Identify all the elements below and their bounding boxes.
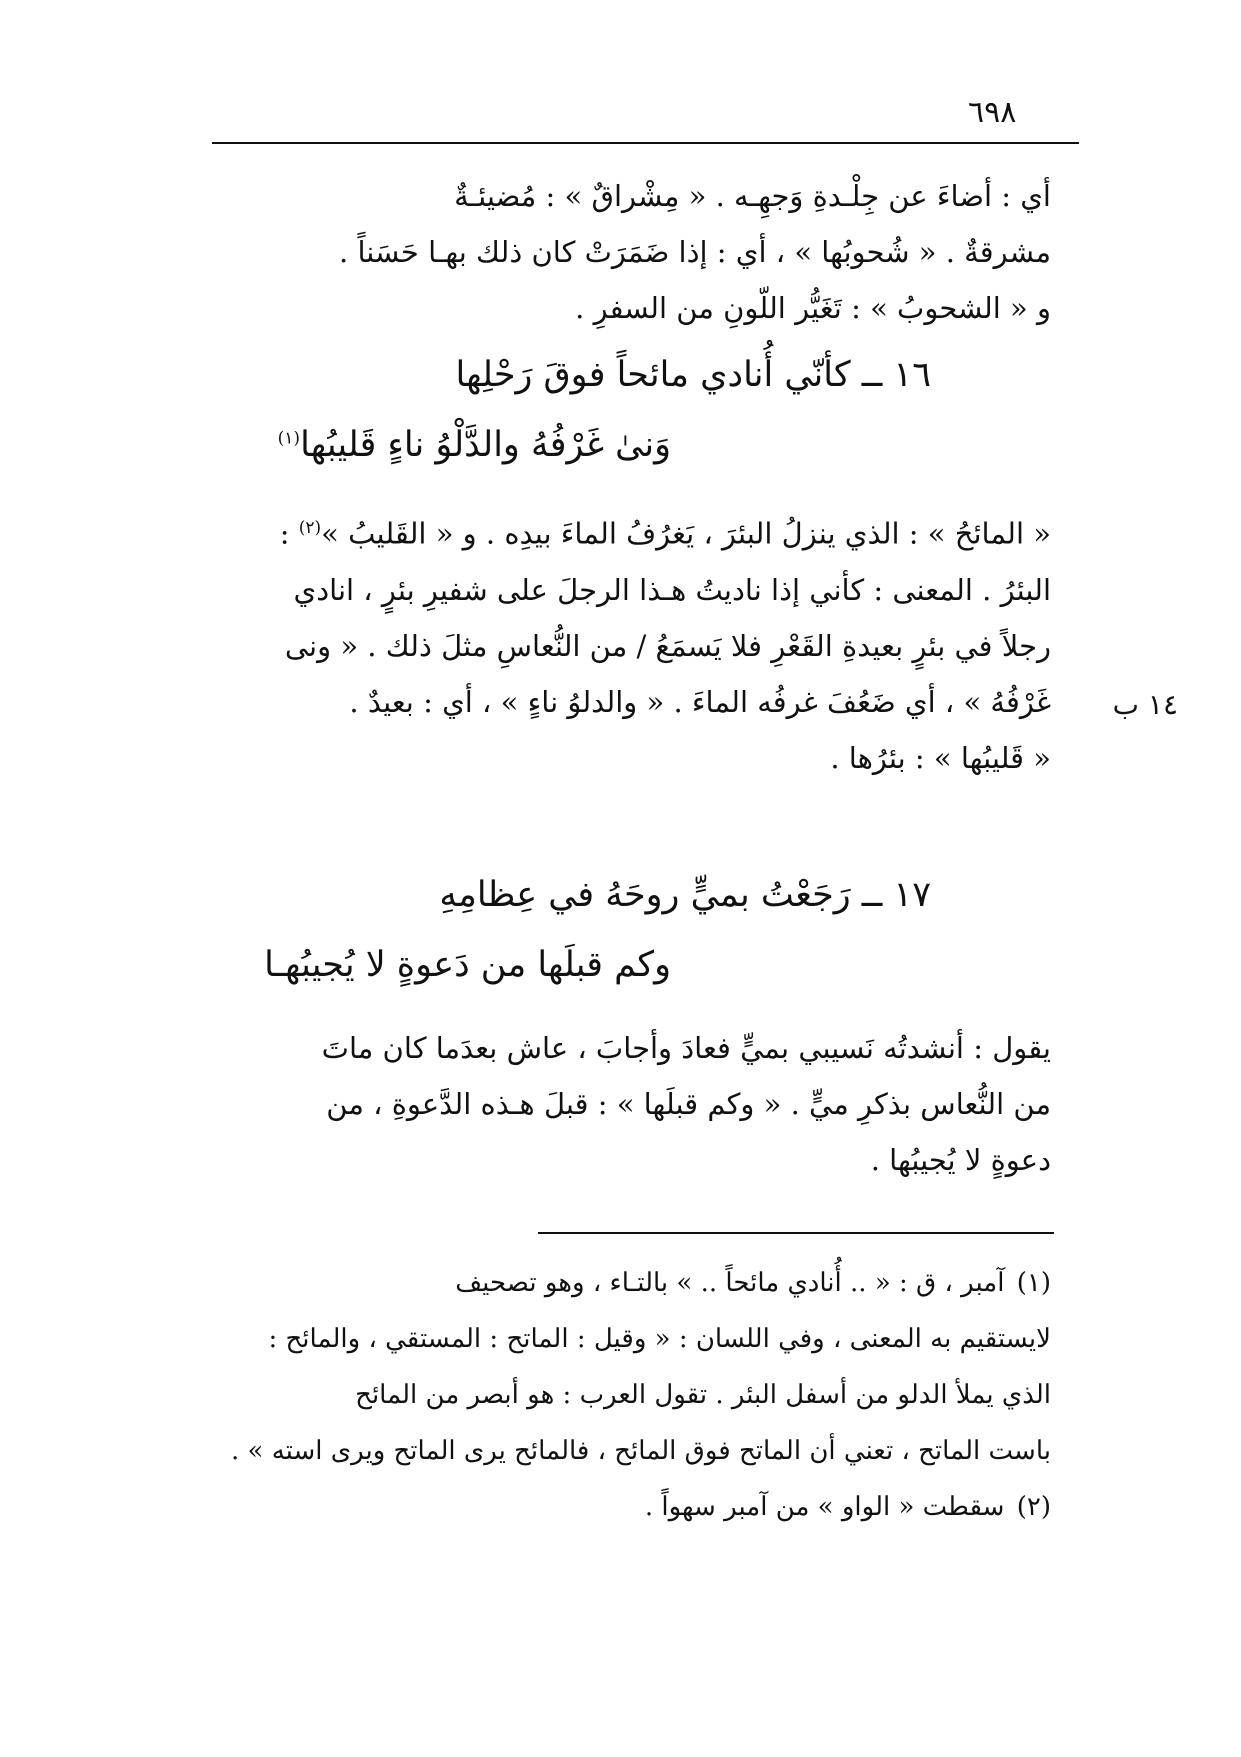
commentary-line: البئرُ . المعنى : كأني إذا ناديتُ هـذا الرجلَ على شفيرِ بئرٍ ، انادي [293,572,1051,607]
footnote-line: باست الماتح ، تعني أن الماتح فوق المائح ، فالمائح يرى الماتح ويرى استه » . [231,1436,1051,1466]
header-rule [212,142,1079,144]
commentary-line: دعوةٍ لا يُجيبُها . [870,1143,1051,1177]
footnote-line [211,1255,1051,1311]
commentary-line: مشرقةٌ . « شُحوبُها » ، أي : إذا ضَمَرَتْ كان ذلك بهـا حَسَناً . [339,235,1051,269]
footnotes [211,1255,1051,1535]
commentary-line: و « الشحوبُ » : تَغَيُّر اللّونِ من السفرِ . [575,291,1051,325]
commentary-block-1 [211,168,1051,336]
footnote-ref-2: (٢) [298,518,322,538]
commentary-line: غَرْفُهُ » ، أي ضَعُفَ غرفُه الماءَ . « والدلوُ ناءٍ » ، أي : بعيدٌ . [349,684,1051,719]
verse-16-second-hemistich [278,425,671,465]
commentary-line-text: « المائحُ » : الذي ينزلُ البئرَ ، يَغرُفُ الماءَ بيدِه . و « القَليبُ » [321,516,1051,551]
verse-17-first-hemistich: ١٧ ــ رَجَعْتُ بميٍّ روحَهُ في عِظامِهِ [439,875,931,915]
commentary-line: يقول : أنشدتُه نَسيبي بميٍّ فعادَ وأجابَ ، عاش بعدَما كان ماتَ [321,1031,1051,1065]
footnote-rule [538,1232,1054,1234]
footnote-line [211,1479,1051,1535]
commentary-line: رجلاً في بئرٍ بعيدةِ القَعْرِ فلا يَسمَعُ / من النُّعاسِ مثلَ ذلك . « ونى [284,628,1051,663]
commentary-line: « قَليبُها » : بئرُها . [830,740,1051,775]
commentary-line: من النُّعاس بذكرِ ميٍّ . « وكم قبلَها » : قبلَ هـذه الدَّعوةِ ، من [326,1087,1051,1121]
page-number: ٦٩٨ [968,95,1017,130]
commentary-block-2 [211,500,1051,786]
footnote-text: آمبر ، ق : « .. أُنادي مائحاً .. » بالتـاء ، وهو تصحيف [455,1268,1005,1298]
footnote-text: سقطت « الواو » من آمبر سهواً . [644,1492,1005,1522]
verse-16-second-text: وَنىٰ غَرْفُهُ والدَّلْوُ ناءٍ قَليبُها [300,425,671,465]
footnote-ref-1: (١) [277,428,301,449]
footnote-line: لايستقيم به المعنى ، وفي اللسان : « وقيل : الماتح : المستقي ، والمائح : [268,1324,1051,1354]
verse-16-first-hemistich: ١٦ ــ كأنّي أُنادي مائحاً فوقَ رَحْلِها [455,355,931,395]
manuscript-folio-marker: ١٤ ب [1112,688,1178,721]
footnote-number: (١) [1016,1268,1051,1298]
commentary-line-suffix: : [279,516,299,551]
commentary-line [211,500,1051,562]
verse-17-second-hemistich: وكم قبلَها من دَعوةٍ لا يُجيبُهـا [264,945,671,985]
commentary-block-3 [211,1020,1051,1188]
footnote-number: (٢) [1016,1492,1051,1522]
commentary-line: أي : أضاءَ عن جِلْـدةِ وَجهِـه . « مِشْراقٌ » : مُضيئـةٌ [454,179,1051,213]
footnote-line: الذي يملأ الدلو من أسفل البئر . تقول العرب : هو أبصر من المائح [355,1380,1051,1410]
